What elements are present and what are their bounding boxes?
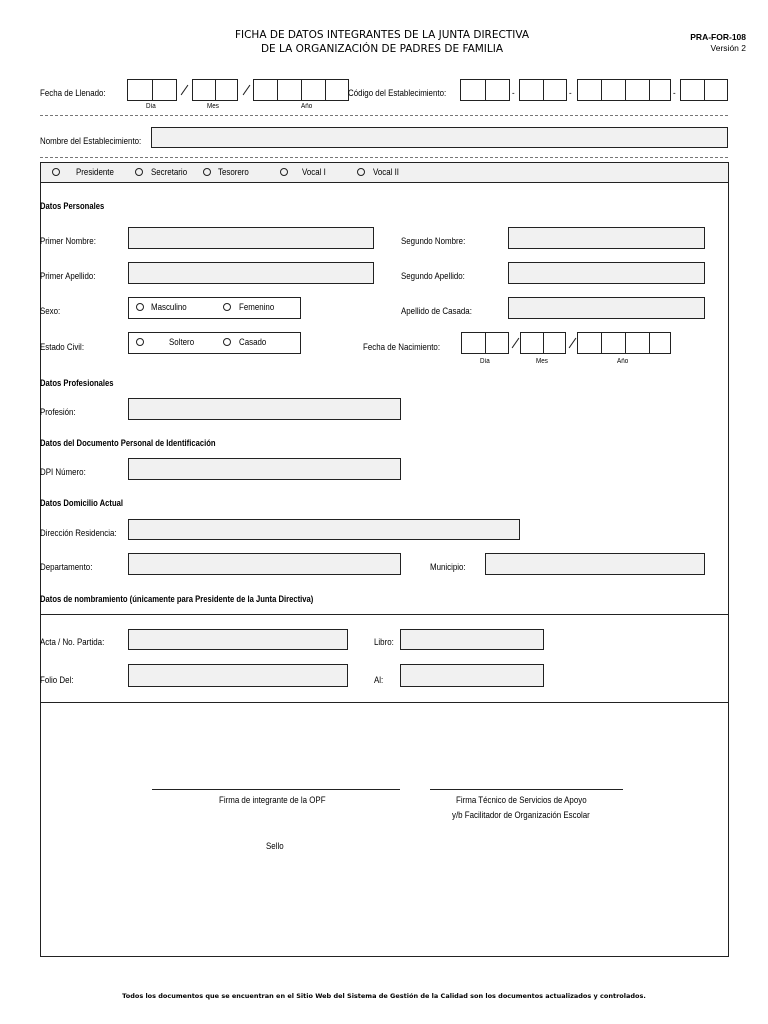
role-vocal-i-label: Vocal I — [302, 167, 326, 177]
section-datos-personales: Datos Personales — [40, 201, 105, 211]
sexo-femenino-label: Femenino — [239, 302, 275, 312]
codigo-dash: - — [569, 88, 572, 98]
libro-input[interactable] — [400, 629, 544, 650]
estado-soltero-radio[interactable] — [136, 338, 144, 346]
codigo-input-3[interactable] — [577, 79, 671, 101]
estado-casado-label: Casado — [239, 337, 267, 347]
nacimiento-anio-caption: Año — [617, 358, 629, 365]
municipio-input[interactable] — [485, 553, 705, 575]
date-separator — [181, 85, 189, 95]
profesion-label: Profesión: — [40, 407, 76, 417]
role-vocal-i-radio[interactable] — [280, 168, 288, 176]
segundo-nombre-label: Segundo Nombre: — [401, 236, 466, 246]
role-secretario-radio[interactable] — [135, 168, 143, 176]
profesion-input[interactable] — [128, 398, 401, 420]
sexo-masculino-radio[interactable] — [136, 303, 144, 311]
fecha-llenado-label: Fecha de Llenado: — [40, 88, 106, 98]
form-version: Versión 2 — [710, 43, 746, 53]
apellido-casada-label: Apellido de Casada: — [401, 306, 472, 316]
primer-apellido-input[interactable] — [128, 262, 374, 284]
municipio-label: Municipio: — [430, 562, 466, 572]
codigo-dash: - — [512, 88, 515, 98]
divider — [40, 115, 728, 116]
role-tesorero-label: Tesorero — [218, 167, 249, 177]
estado-civil-group — [128, 332, 301, 354]
segundo-nombre-input[interactable] — [508, 227, 705, 249]
footer — [0, 985, 768, 1003]
fecha-mes-input[interactable] — [192, 79, 238, 101]
codigo-dash: - — [673, 88, 676, 98]
signature-line-tecnico — [430, 789, 623, 790]
role-vocal-ii-label: Vocal II — [373, 167, 399, 177]
nombre-establecimiento-input[interactable] — [151, 127, 728, 148]
segundo-apellido-input[interactable] — [508, 262, 705, 284]
signature-line-opf — [152, 789, 400, 790]
acta-label: Acta / No. Partida: — [40, 637, 105, 647]
dpi-label: DPI Número: — [40, 467, 86, 477]
section-datos-profesionales: Datos Profesionales — [40, 378, 114, 388]
al-input[interactable] — [400, 664, 544, 687]
date-separator — [243, 85, 251, 95]
nacimiento-anio-input[interactable] — [577, 332, 671, 354]
al-label: Al: — [374, 675, 384, 685]
section-nombramiento: Datos de nombramiento (únicamente para Presidente de la Junta Directiva) — [40, 594, 314, 604]
libro-label: Libro: — [374, 637, 394, 647]
direccion-label: Dirección Residencia: — [40, 528, 117, 538]
firma-tecnico-label-2: y/b Facilitador de Organización Escolar — [452, 810, 590, 820]
departamento-input[interactable] — [128, 553, 401, 575]
role-tesorero-radio[interactable] — [203, 168, 211, 176]
nombre-establecimiento-label: Nombre del Establecimiento: — [40, 136, 142, 146]
sexo-label: Sexo: — [40, 306, 61, 316]
role-presidente-radio[interactable] — [52, 168, 60, 176]
primer-nombre-label: Primer Nombre: — [40, 236, 96, 246]
section-domicilio: Datos Domicilio Actual — [40, 498, 124, 508]
fecha-anio-caption: Año — [301, 103, 313, 110]
estado-soltero-label: Soltero — [169, 337, 195, 347]
departamento-label: Departamento: — [40, 562, 93, 572]
fecha-mes-caption: Mes — [207, 103, 219, 110]
form-code-block — [690, 32, 746, 54]
codigo-input-2[interactable] — [519, 79, 567, 101]
estado-civil-label: Estado Civil: — [40, 342, 85, 352]
sello-label: Sello — [266, 841, 284, 851]
role-vocal-ii-radio[interactable] — [357, 168, 365, 176]
firma-tecnico-label-1: Firma Técnico de Servicios de Apoyo — [456, 795, 587, 805]
divider — [40, 157, 728, 158]
divider — [40, 614, 729, 615]
dpi-input[interactable] — [128, 458, 401, 480]
nacimiento-dia-input[interactable] — [461, 332, 509, 354]
acta-input[interactable] — [128, 629, 348, 650]
footer-text: Todos los documentos que se encuentran en el Sitio Web del Sistema de Gestión de la Calidad son los documentos actualizados y controlados. — [122, 992, 646, 1000]
nacimiento-mes-input[interactable] — [520, 332, 566, 354]
fecha-dia-input[interactable] — [127, 79, 177, 101]
sexo-masculino-label: Masculino — [151, 302, 187, 312]
nacimiento-dia-caption: Día — [480, 358, 490, 365]
segundo-apellido-label: Segundo Apellido: — [401, 271, 465, 281]
codigo-input-1[interactable] — [460, 79, 510, 101]
direccion-input[interactable] — [128, 519, 520, 540]
firma-opf-label: Firma de integrante de la OPF — [219, 795, 326, 805]
folio-label: Folio Del: — [40, 675, 74, 685]
role-presidente-label: Presidente — [76, 167, 114, 177]
fecha-dia-caption: Día — [146, 103, 156, 110]
apellido-casada-input[interactable] — [508, 297, 705, 319]
title-line-1: FICHA DE DATOS INTEGRANTES DE LA JUNTA DIRECTIVA — [234, 29, 530, 41]
primer-apellido-label: Primer Apellido: — [40, 271, 96, 281]
primer-nombre-input[interactable] — [128, 227, 374, 249]
estado-casado-radio[interactable] — [223, 338, 231, 346]
codigo-input-4[interactable] — [680, 79, 728, 101]
codigo-label: Código del Establecimiento: — [348, 88, 447, 98]
nacimiento-mes-caption: Mes — [536, 358, 548, 365]
title-line-2: DE LA ORGANIZACIÓN DE PADRES DE FAMILIA — [260, 43, 504, 55]
role-secretario-label: Secretario — [151, 167, 188, 177]
sexo-femenino-radio[interactable] — [223, 303, 231, 311]
fecha-nacimiento-label: Fecha de Nacimiento: — [363, 342, 441, 352]
form-code: PRA-FOR-108 — [690, 32, 746, 42]
folio-input[interactable] — [128, 664, 348, 687]
section-documento: Datos del Documento Personal de Identificación — [40, 438, 216, 448]
fecha-anio-input[interactable] — [253, 79, 349, 101]
divider — [40, 702, 729, 703]
form-title — [200, 28, 564, 56]
